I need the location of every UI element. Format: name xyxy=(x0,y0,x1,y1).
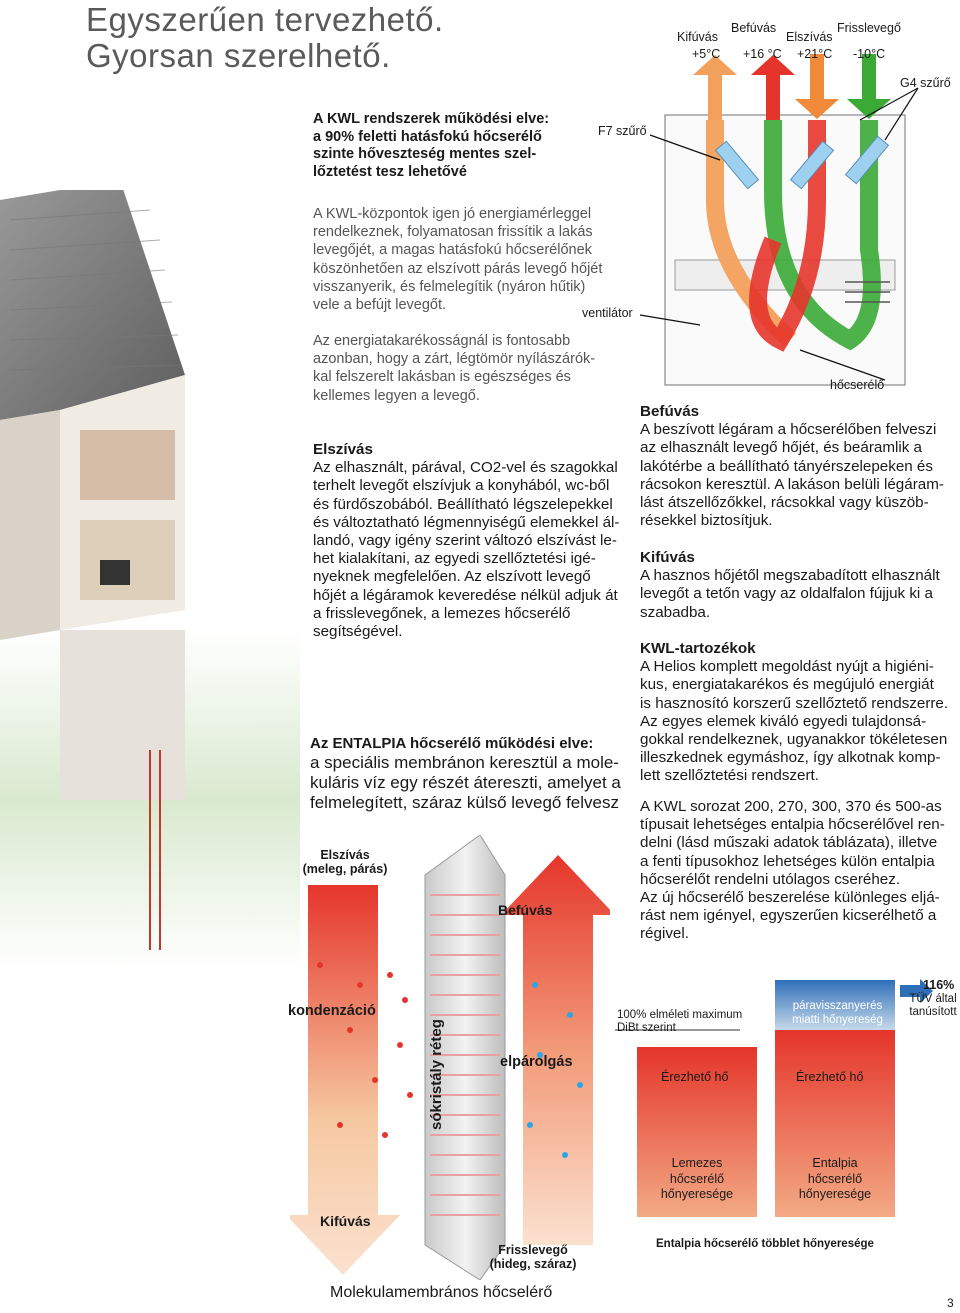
para-line: a fenti típusokhoz lehetséges külön entalpia xyxy=(640,852,935,870)
para-line: visszanyerik, és felmelegítik (nyáron hűtik) xyxy=(313,278,586,295)
label-tuv xyxy=(906,993,960,1019)
para-line: nyeknek megfelelően. Az elszívott levegő xyxy=(313,568,591,586)
label-g4-filter: G4 szűrő xyxy=(900,76,951,90)
kifuvas-section xyxy=(640,549,940,622)
label-erezheto-ho-lemezes: Érezhető hő xyxy=(661,1070,729,1084)
label-116-percent: 116% xyxy=(923,978,955,992)
kifuvas-heading: Kifúvás xyxy=(640,549,695,566)
para-line: vele a befújt levegőt. xyxy=(313,297,447,314)
kifuvas-arrow xyxy=(693,55,737,120)
intro-line: A KWL rendszerek működési elve: xyxy=(313,111,550,127)
label-line: páravisszanyerés xyxy=(792,1000,883,1012)
page-title xyxy=(86,2,444,74)
label-entalpia-hocserelo xyxy=(775,1156,895,1203)
para-line: A beszívott légáram a hőcserélőben felveszi xyxy=(640,421,937,439)
para-line: segítségével. xyxy=(313,623,403,641)
para-line: Az új hőcserélő beszerelése különleges eljá- xyxy=(640,889,940,907)
label-line: Frisslevegő xyxy=(498,1243,568,1257)
label-frisslevego: Frisslevegő xyxy=(837,21,901,35)
para-line: lakótérbe a beállítható tányérszelepeken és xyxy=(640,457,933,475)
para-line: kus, energiatakarékos és megújuló energiát xyxy=(640,676,934,694)
page-number: 3 xyxy=(947,1296,954,1310)
para-line: is hasznosító korszerű szellőztető rendszerre. xyxy=(640,694,949,712)
bedroom xyxy=(80,430,175,500)
para-line: Az egyes elemek kiváló egyedi tulajdonsá- xyxy=(640,712,927,730)
para-line: kellemes legyen a levegő. xyxy=(313,387,480,404)
membrane-elszivas-label xyxy=(300,848,390,876)
para-line: résekkel biztosítjuk. xyxy=(640,512,773,530)
label-line: Entalpia xyxy=(812,1156,858,1170)
title-line-2: Gyorsan szerelhető. xyxy=(86,37,391,74)
para-line: felmelegített, száraz külső levegő felvesz xyxy=(310,793,619,812)
intro-line: lőztetést tesz lehetővé xyxy=(313,163,467,180)
title-line-1: Egyszerűen tervezhető. xyxy=(86,1,444,38)
para-line: lást átszellőzőkkel, rácsokkal vagy küszöb- xyxy=(640,494,929,512)
label-paravisszanyeres xyxy=(780,999,895,1027)
chart-caption: Entalpia hőcserélő többlet hőnyeresége xyxy=(656,1238,874,1250)
label-line: (meleg, párás) xyxy=(302,862,388,876)
label-lemezes-hocserelo xyxy=(637,1156,757,1203)
paragraph-2 xyxy=(313,332,595,405)
para-line: Az energiatakarékosságnál is fontosabb xyxy=(313,333,571,349)
house-illustration xyxy=(0,190,300,970)
para-line: köszönhetően az elszívott párás levegő hőjét xyxy=(313,260,603,277)
label-hocserelo: hőcserélő xyxy=(830,378,885,392)
temp-elszivas: +21°C xyxy=(797,47,833,61)
elszivas-arrow xyxy=(795,54,839,119)
para-line: a frisslevegőnek, a lemezes hőcserélő xyxy=(313,604,571,622)
para-line: rendelkeznek, folyamatosan frissítik a lakás xyxy=(313,224,593,241)
label-line: Lemezes xyxy=(671,1156,723,1170)
para-line: hőcserélőt rendelni utólagos cseréhez. xyxy=(640,870,901,888)
para-line: illeszkednek egymáshoz, így alkotnak komp- xyxy=(640,749,941,767)
para-line: hőjét a légáramok keveredése nélkül adjuk át xyxy=(313,586,618,604)
para-line: és változtatható légmennyiségű elemekkel ál- xyxy=(313,513,620,531)
label-elparolgas: elpárolgás xyxy=(500,1054,573,1070)
para-line: rást nem igényel, egyszerűen kicserélhető a xyxy=(640,907,937,925)
elszivas-section xyxy=(313,441,619,641)
label-erezheto-ho-entalpia: Érezhető hő xyxy=(796,1070,864,1084)
label-100-max xyxy=(617,1009,742,1035)
label-line: (hideg, száraz) xyxy=(489,1257,577,1271)
label-f7-filter: F7 szűrő xyxy=(598,124,647,138)
label-kondenzacio: kondenzáció xyxy=(288,1003,376,1019)
tv xyxy=(100,560,130,585)
intro-line: szinte hőveszteség mentes szel- xyxy=(313,146,537,162)
para-line: gokkal rendelkeznek, ugyanakkor tökéletesen xyxy=(640,731,948,749)
membrane-friss-label xyxy=(483,1243,583,1271)
para-line: az elhasznált levegő hőjét, és beáramlik a xyxy=(640,439,922,457)
para-line: azonban, hogy a zárt, légtömör nyílászárók- xyxy=(313,351,596,368)
para-line: a speciális membránon keresztül a mole- xyxy=(310,753,619,772)
label-sokristaly-reteg: sókristály réteg xyxy=(428,1019,445,1130)
label-line: tanúsított xyxy=(909,1006,957,1018)
label-line: 100% elméleti maximum xyxy=(617,1009,743,1021)
label-line: hőcserélő xyxy=(807,1171,863,1186)
para-line: Az elhasznált, párával, CO2-vel és szagokkal xyxy=(313,459,618,477)
label-line: DiBt szerint xyxy=(617,1022,676,1034)
intro-block xyxy=(313,111,549,181)
label-line: hőcserélő xyxy=(669,1171,725,1186)
para-line: kuláris víz egy részét átereszti, amelyet a xyxy=(310,773,621,792)
entalpia-heading: Az ENTALPIA hőcserélő működési elve: xyxy=(310,735,594,752)
para-line: het kialakítani, az egyedi szellőztetési igé- xyxy=(313,550,596,568)
temp-befuvas: +16 °C xyxy=(743,47,782,61)
temp-frisslevego: -10°C xyxy=(853,47,886,61)
tartozekok-heading: KWL-tartozékok xyxy=(640,640,756,657)
para-line: A KWL sorozat 200, 270, 300, 370 és 500-as xyxy=(640,798,942,815)
para-line: lett szellőztetési rendszert. xyxy=(640,767,819,785)
tartozekok-section xyxy=(640,640,948,786)
para-line: landó, vagy igény szerint változó elszívást le- xyxy=(313,532,617,550)
para-line: és fürdőszobából. Beállítható légszelepekkel xyxy=(313,495,613,513)
label-befuvas: Befúvás xyxy=(731,21,777,35)
intro-line: a 90% feletti hatásfokú hőcserélő xyxy=(313,128,542,145)
para-line: A KWL-központok igen jó energiamérleggel xyxy=(313,206,592,222)
para-line: delni (lásd műszaki adatok táblázata), illetve xyxy=(640,834,938,852)
label-elszivas: Elszívás xyxy=(786,30,833,44)
membrane-caption: Molekulamembrános hőcselérő xyxy=(330,1284,553,1301)
para-line: levegőt a tetőn vagy az oldalfalon fújjuk ki a xyxy=(640,585,933,603)
para-line: kal felszerelt lakásban is egészséges és xyxy=(313,369,571,386)
para-line: A hasznos hőjétől megszabadított elhasznált xyxy=(640,567,940,585)
para-line: típusait lehetséges entalpia hőcserélővel ren- xyxy=(640,816,945,834)
para-line: levegőjét, a magas hatásfokú hőcserélőnek xyxy=(313,242,592,259)
entalpia-section xyxy=(310,734,621,813)
membrane-befuvas-label: Befúvás xyxy=(498,902,553,918)
para-line: szabadba. xyxy=(640,603,711,621)
sorozat-section xyxy=(640,798,945,944)
befuvas-arrow xyxy=(751,55,795,120)
label-line: hőnyeresége xyxy=(798,1187,872,1201)
para-line: rácsokon keresztül. A lakáson belüli légáram- xyxy=(640,475,944,493)
temp-kifuvas: +5°C xyxy=(692,47,721,61)
para-line: A Helios komplett megoldást nyújt a higiéni- xyxy=(640,658,934,676)
paragraph-1 xyxy=(313,205,602,314)
label-line: Elszívás xyxy=(320,848,370,862)
para-line: régivel. xyxy=(640,925,689,943)
membrane-kifuvas-label: Kifúvás xyxy=(320,1213,371,1229)
label-ventilator: ventilátor xyxy=(582,306,633,320)
frisslevego-arrow xyxy=(847,54,891,119)
label-line: miatti hőnyereség xyxy=(792,1014,883,1026)
befuvas-section xyxy=(640,403,944,530)
elszivas-heading: Elszívás xyxy=(313,441,373,458)
label-line: hőnyeresége xyxy=(660,1187,734,1201)
label-line: TÜV által xyxy=(909,993,957,1005)
befuvas-heading: Befúvás xyxy=(640,403,700,420)
label-kifuvas: Kifúvás xyxy=(677,30,718,44)
para-line: terhelt levegőt elszívjuk a konyhából, wc-ből xyxy=(313,477,610,495)
